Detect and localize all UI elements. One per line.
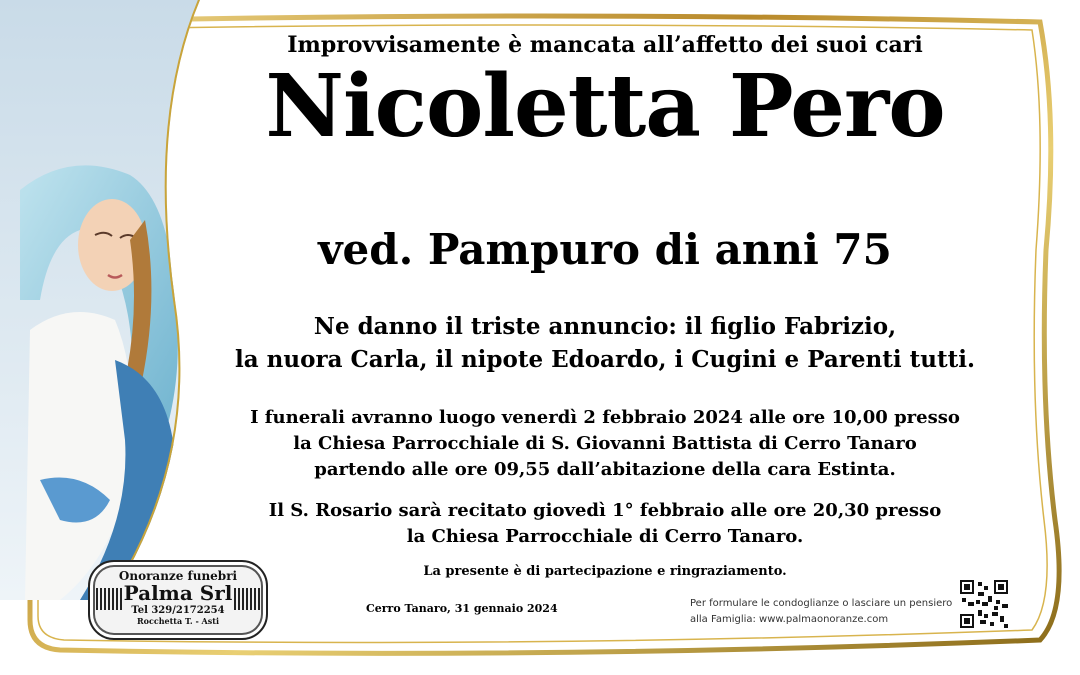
funeral-line: la Chiesa Parrocchiale di S. Giovanni Battista di Cerro Tanaro (293, 433, 917, 455)
rosary-line: Il S. Rosario sarà recitato giovedì 1° febbraio alle ore 20,30 presso (268, 500, 942, 521)
funeral-info (170, 405, 1040, 483)
announcement-line: la nuora Carla, il nipote Edoardo, i Cugini e Parenti tutti. (235, 346, 975, 374)
intro-line: Improvvisamente è mancata all’affetto dei suoi cari (287, 32, 923, 58)
logo-name: Palma Srl (123, 581, 233, 605)
rosary-line: la Chiesa Parrocchiale di Cerro Tanaro. (406, 526, 804, 548)
announcement (170, 310, 1040, 377)
condolences-text (690, 596, 970, 627)
logo-phone: Tel 329/2172254 (131, 605, 225, 616)
qr-code-icon[interactable] (958, 578, 1010, 630)
funeral-line: I funerali avranno luogo venerdì 2 febbraio 2024 alle ore 10,00 presso (250, 407, 960, 428)
logo-location: Rocchetta T. - Asti (136, 616, 220, 626)
thanks-line: La presente è di partecipazione e ringraziamento. (423, 564, 787, 579)
announcement-line: Ne danno il triste annuncio: il figlio Fabrizio, (313, 313, 897, 340)
place-date: Cerro Tanaro, 31 gennaio 2024 (366, 602, 558, 615)
logo-subtitle: Onoranze funebri (118, 569, 238, 583)
funeral-line: partendo alle ore 09,55 dall’abitazione della cara Estinta. (314, 459, 896, 481)
logo-ornament (96, 588, 122, 610)
funeral-home-logo (88, 560, 268, 640)
logo-ornament (234, 588, 260, 610)
condolences-line: Per formulare le condoglianze o lasciare un pensiero (690, 598, 953, 609)
deceased-subtitle: ved. Pampuro di anni 75 (318, 225, 892, 274)
deceased-name: Nicoletta Pero (265, 56, 945, 157)
rosary-info (170, 498, 1040, 550)
condolences-line[interactable]: alla Famiglia: www.palmaonoranze.com (690, 613, 889, 625)
